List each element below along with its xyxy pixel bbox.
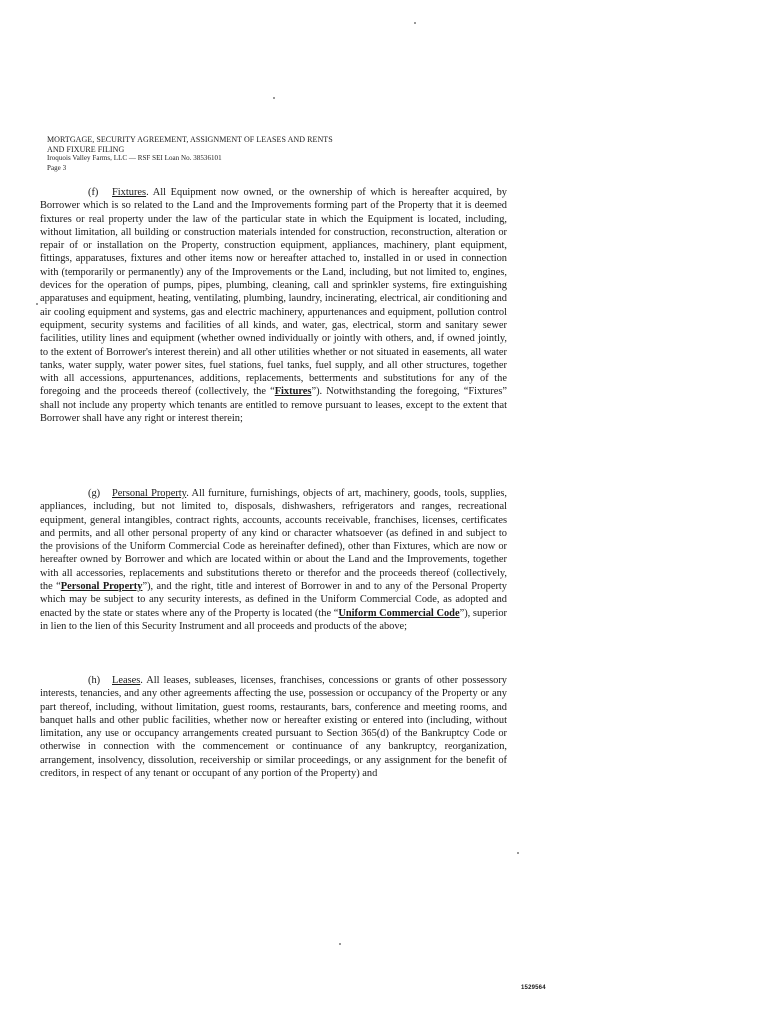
defined-term: Personal Property [60,581,143,593]
paragraph-label: (f) [88,187,99,198]
scan-speck [414,22,416,24]
scan-speck [273,97,275,99]
paragraph-text: ”), and the right, title and interest of Borrower in and to any of the Personal Property which may be subject to any security interests, as defined in the Uniform Commercial Code, as adopted and enacted by the state or states where any of the Property is located (the “ [40,581,507,619]
paragraph-text: ”). Notwithstanding the foregoing, “Fixtures” shall not include any property which tenants are entitled to remove pursuant to leases, except to the extent that Borrower shall have any right or interest therein; [40,386,507,425]
paragraph-text: . All furniture, furnishings, objects of art, machinery, goods, tools, supplies, appliances, including, but not limited to, disposals, dishwashers, refrigerators and ranges, recreational equipment, general intangibles, contract rights, accounts, accounts receivable, franchises, licenses, certificates and permits, and all other personal property of any kind or character whatsoever (as defined in and subject to the provisions of the Uniform Commercial Code as hereinafter defined), other than Fixtures, which are now or hereafter owned by Borrower and which are located within or about the Land and the Improvements, together with all accessories, replacements and substitutions thereto or therefor and the proceeds thereof (collectively, the “ [40,488,507,593]
document-number: 1529564 [521,985,546,991]
scan-speck [517,852,519,854]
defined-term: Uniform Commercial Code [338,607,460,619]
header-title-line2: AND FIXURE FILING [47,144,125,154]
paragraph-label: (g) [88,488,101,499]
header-title-line1: MORTGAGE, SECURITY AGREEMENT, ASSIGNMENT OF LEASES AND RENTS [47,135,333,144]
paragraph-heading: Leases [112,675,141,686]
paragraph-text: . All Equipment now owned, or the ownership of which is hereafter acquired, by Borrower which is so related to the Land and the Improvements forming part of the Property that it is deemed fixtures or real property under the law of the particular state in which the Equipment is located, including, without limitation, all building or construction materials intended for construction, reconstruction, alteration or repair of or installation on the Property, construction equipment, appliances, machinery, plant equipment, fittings, apparatuses, fixtures and other items now or hereafter attached to, installed in or used in connection with (temporarily or permanently) any of the Improvements or the Land, including, but not limited to, engines, devices for the operation of pumps, pipes, plumbing, cleaning, call and sprinkler systems, fire extinguishing apparatuses and equipment, heating, ventilating, plumbing, laundry, incinerating, electrical, air conditioning and air cooling equipment and systems, gas and electric machinery, appurtenances and equipment, pollution control equipment, security systems and facilities of all kinds, and water, gas, electrical, storm and sanitary sewer facilities, utility lines and equipment (whether owned individually or jointly with others, and, if owned jointly, to the extent of Borrower's interest therein) and all other utilities whether or not situated in easements, all water tanks, water supply, water power sites, fuel stations, fuel tanks, fuel supply, and all other structures, together with all accessions, appurtenances, additions, replacements, betterments and substitutions for any of the foregoing and the proceeds thereof (collectively, the “ [40,187,507,398]
paragraph-label: (h) [88,675,101,686]
header-loan-line: Iroquois Valley Farms, LLC — RSF SEI Loan No. 38536101 [47,154,222,162]
defined-term: Fixtures [274,386,312,398]
paragraph-text: ”), superior in lien to the lien of this Security Instrument and all proceeds and products of the above; [40,607,507,632]
paragraph-heading: Personal Property [112,488,187,499]
paragraph-text: . All leases, subleases, licenses, franchises, concessions or grants of other possessory interests, tenancies, and any other agreements affecting the use, possession or occupancy of the Property or any part thereof, including, without limitation, guest rooms, restaurants, bars, conference and meeting rooms, and banquet halls and other public facilities, whether now or hereafter existing or entered into (including, without limitation, any use or occupancy arrangements created pursuant to Section 365(d) of the Bankruptcy Code or otherwise in connection with the commencement or continuance of any bankruptcy, reorganization, arrangement, insolvency, dissolution, receivership or similar proceedings, or any assignment for the benefit of creditors, in respect of any tenant or occupant of any portion of the Property) and [40,675,507,780]
paragraph-fixtures [40,186,507,425]
header-page-number: Page 3 [47,163,67,172]
scan-speck [36,303,38,305]
paragraph-personal-property [40,487,507,633]
page-header [47,135,507,173]
paragraph-heading: Fixtures [112,187,147,198]
paragraph-leases [40,674,507,780]
scan-speck [339,943,341,945]
